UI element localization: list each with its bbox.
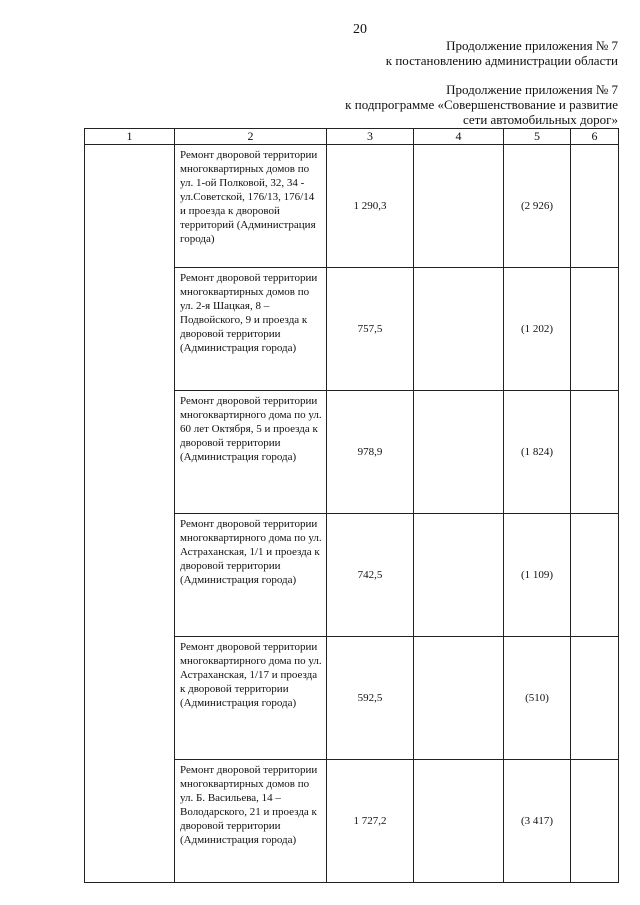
col6-value [571, 391, 619, 514]
col4-value [414, 514, 504, 637]
row-description: Ремонт дворовой территории многоквартирных домов по ул. Б. Васильева, 14 – Володарского, 21 и проезда к дворовой территории (Администрация города) [175, 760, 327, 883]
column-header: 2 [175, 129, 327, 145]
column-1-cell [85, 145, 175, 883]
column-header: 3 [327, 129, 414, 145]
header-line: к постановлению администрации области [385, 53, 618, 68]
table-row [85, 145, 619, 268]
col5-value: (1 109) [504, 514, 571, 637]
appendix-header-resolution [386, 38, 618, 68]
header-line: Продолжение приложения № 7 [446, 82, 618, 97]
col5-value: (3 417) [504, 760, 571, 883]
col4-value [414, 391, 504, 514]
col6-value [571, 145, 619, 268]
column-number-row [85, 129, 619, 145]
col3-value: 1 727,2 [327, 760, 414, 883]
col5-value: (2 926) [504, 145, 571, 268]
col4-value [414, 637, 504, 760]
column-header: 1 [85, 129, 175, 145]
col4-value [414, 268, 504, 391]
header-line: сети автомобильных дорог» [462, 112, 618, 127]
col5-value: (1 202) [504, 268, 571, 391]
data-table [84, 128, 619, 883]
col3-value: 978,9 [327, 391, 414, 514]
column-header: 5 [504, 129, 571, 145]
page-number: 20 [353, 22, 367, 37]
col4-value [414, 145, 504, 268]
col6-value [571, 760, 619, 883]
header-line: к подпрограмме «Совершенствование и развитие [345, 97, 618, 112]
col5-value: (1 824) [504, 391, 571, 514]
col3-value: 1 290,3 [327, 145, 414, 268]
appendix-header-subprogram [345, 82, 618, 127]
header-line: Продолжение приложения № 7 [446, 38, 618, 53]
col4-value [414, 760, 504, 883]
col6-value [571, 514, 619, 637]
col5-value: (510) [504, 637, 571, 760]
row-description: Ремонт дворовой территории многоквартирного дома по ул. 60 лет Октября, 5 и проезда к дворовой территории (Администрация города) [175, 391, 327, 514]
row-description: Ремонт дворовой территории многоквартирных домов по ул. 2-я Шацкая, 8 – Подвойского, 9 и проезда к дворовой территории (Администрация города) [175, 268, 327, 391]
col6-value [571, 637, 619, 760]
row-description: Ремонт дворовой территории многоквартирного дома по ул. Астраханская, 1/17 и проезда к дворовой территории (Администрация города) [175, 637, 327, 760]
row-description: Ремонт дворовой территории многоквартирного дома по ул. Астраханская, 1/1 и проезда к дворовой территории (Администрация города) [175, 514, 327, 637]
row-description: Ремонт дворовой территории многоквартирных домов по ул. 1-ой Полковой, 32, 34 - ул.Советской, 176/13, 176/14 и проезда к дворовой территорий (Администрация города) [175, 145, 327, 268]
col3-value: 757,5 [327, 268, 414, 391]
col3-value: 592,5 [327, 637, 414, 760]
column-header: 4 [414, 129, 504, 145]
col3-value: 742,5 [327, 514, 414, 637]
col6-value [571, 268, 619, 391]
column-header: 6 [571, 129, 619, 145]
